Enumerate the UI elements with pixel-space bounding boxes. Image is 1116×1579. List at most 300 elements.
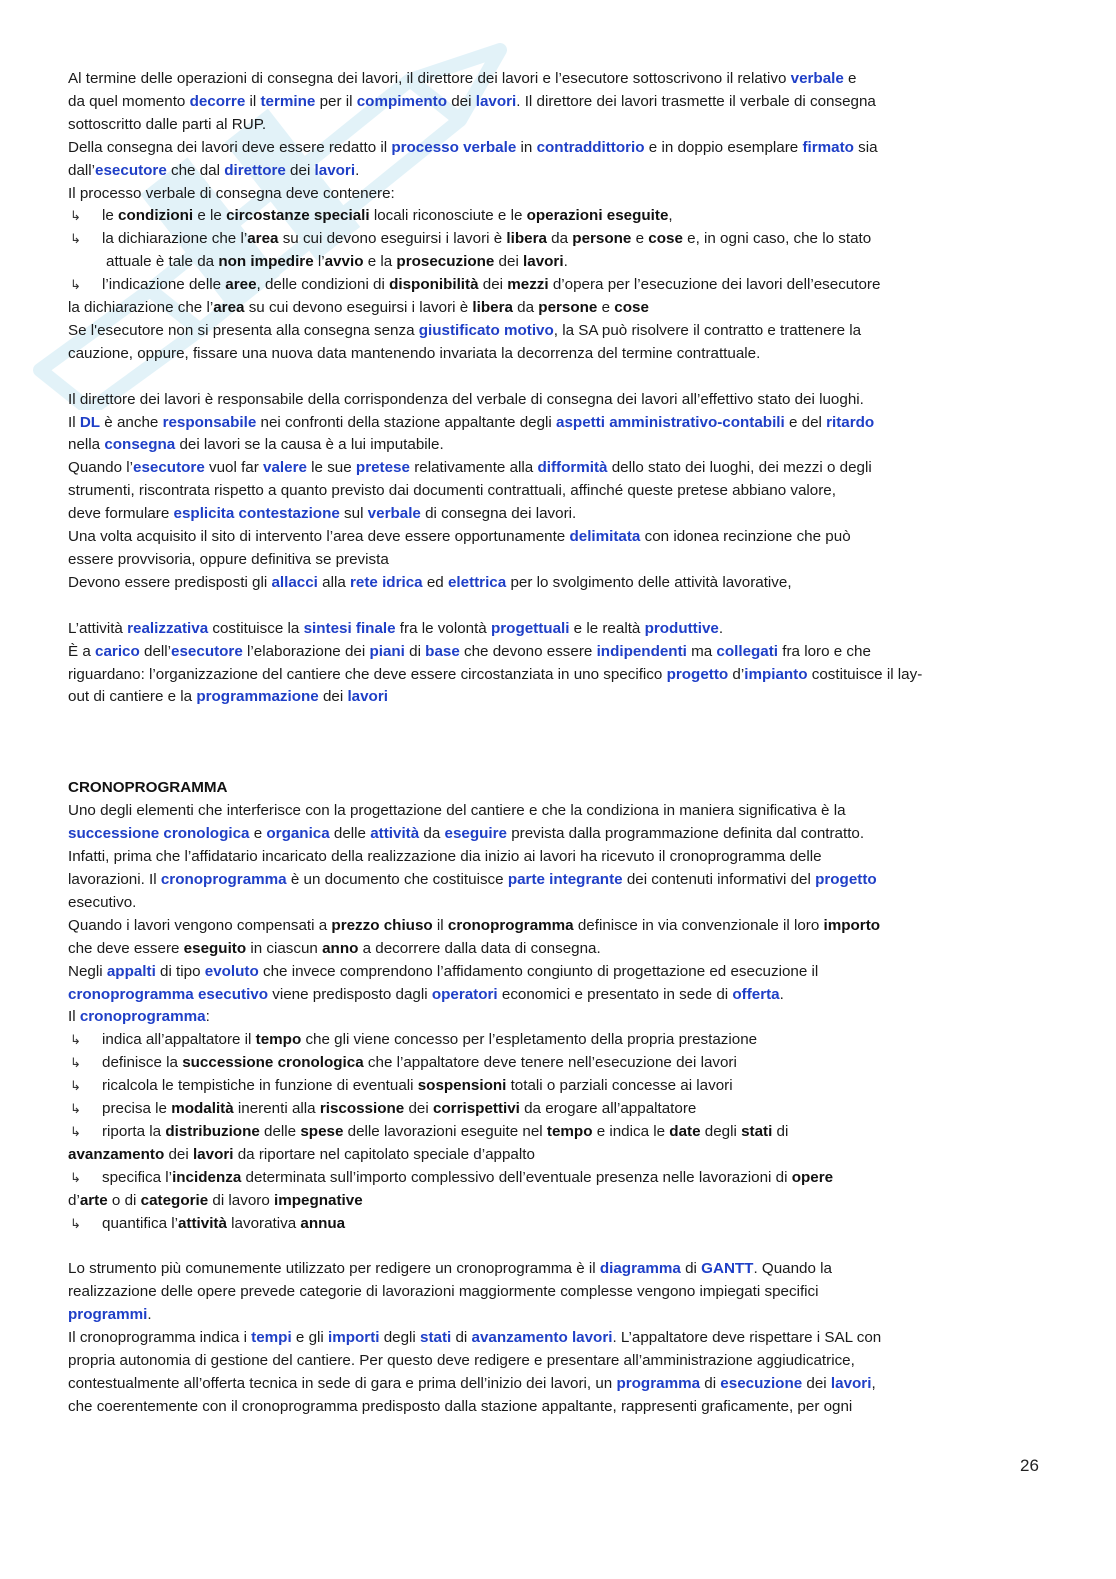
bold-term: categorie: [140, 1191, 209, 1209]
bold-term: arte: [79, 1191, 108, 1209]
keyword: piani: [369, 642, 405, 660]
keyword: realizzativa: [127, 619, 209, 637]
keyword: attività: [370, 825, 420, 843]
return-arrow-icon: ↳: [70, 1215, 81, 1231]
bold-term: CRONOPROGRAMMA: [68, 779, 228, 797]
text-line: [68, 1373, 1028, 1396]
text-run: essere provvisoria, oppure definitiva se prevista: [68, 551, 389, 569]
bold-term: lavori: [523, 253, 564, 271]
keyword: progetto: [666, 665, 729, 683]
text-run: le sue: [306, 459, 356, 477]
keyword: esecutore: [95, 161, 167, 179]
bold-term: cose: [648, 230, 683, 248]
keyword: rete idrica: [350, 573, 423, 591]
text-run: e in doppio esemplare: [644, 138, 803, 156]
text-run: dei: [285, 161, 315, 179]
text-run: d’: [728, 665, 745, 683]
keyword: carico: [95, 642, 140, 660]
text-run: . Quando la: [753, 1260, 832, 1278]
text-line: [68, 91, 1028, 114]
text-run: :: [205, 1008, 210, 1026]
keyword: evoluto: [204, 962, 259, 980]
keyword: aspetti amministrativo-contabili: [556, 413, 785, 431]
text-run: su cui devono eseguirsi i lavori è: [244, 299, 473, 317]
bullet-line: [68, 228, 1028, 251]
bold-term: libera: [506, 230, 547, 248]
text-run: dei: [318, 688, 348, 706]
keyword: pretese: [355, 459, 410, 477]
bullet-line: [68, 1075, 1028, 1098]
blank-line: [68, 1235, 1028, 1258]
keyword: allacci: [271, 573, 318, 591]
bold-term: annua: [300, 1214, 346, 1232]
keyword: progettuali: [490, 619, 570, 637]
bold-term: persone: [572, 230, 632, 248]
text-run: Il processo verbale di consegna deve contenere:: [68, 184, 395, 202]
text-run: cauzione, oppure, fissare una nuova data mantenendo invariata la decorrenza del termine contrattuale.: [68, 344, 761, 362]
text-run: delle lavorazioni eseguite nel: [343, 1122, 547, 1140]
return-arrow-icon: ↳: [70, 1101, 81, 1117]
text-run: che devono essere: [459, 642, 597, 660]
keyword: operatori: [431, 985, 498, 1003]
text-line: [68, 846, 1028, 869]
text-line: [68, 1190, 1028, 1213]
text-run: vuol far: [204, 459, 264, 477]
text-run: in ciascun: [246, 939, 323, 957]
keyword: esecuzione: [720, 1374, 803, 1392]
keyword: lavori: [347, 688, 388, 706]
text-run: Al termine delle operazioni di consegna dei lavori, il direttore dei lavori e l’esecutore sottoscrivono il relativo: [68, 70, 791, 87]
text-line: [68, 686, 1028, 709]
text-line: [68, 320, 1028, 343]
keyword: sintesi finale: [303, 619, 396, 637]
text-run: e: [249, 825, 267, 843]
keyword: offerta: [732, 985, 780, 1003]
text-run: specifica l’: [102, 1168, 173, 1186]
bold-term: anno: [322, 939, 359, 957]
text-run: l’elaborazione dei: [242, 642, 370, 660]
text-run: , delle condizioni di: [256, 276, 390, 294]
keyword: decorre: [189, 92, 246, 110]
text-run: indica all’appaltatore il: [102, 1031, 256, 1049]
keyword: progetto: [815, 870, 877, 888]
text-run: e gli: [291, 1329, 328, 1347]
keyword: eseguire: [444, 825, 507, 843]
bold-term: cronoprogramma: [447, 916, 574, 934]
text-line: [68, 457, 1028, 480]
return-arrow-icon: ↳: [70, 277, 81, 293]
bold-term: circostanze speciali: [226, 207, 370, 225]
text-run: di: [451, 1329, 472, 1347]
text-run: in: [516, 138, 537, 156]
text-line: [68, 434, 1028, 457]
keyword: contraddittorio: [536, 138, 645, 156]
text-run: la dichiarazione che l’: [68, 299, 214, 317]
keyword: giustificato motivo: [418, 321, 554, 339]
text-run: dello stato dei luoghi, dei mezzi o degli: [607, 459, 872, 477]
bold-term: area: [213, 299, 245, 317]
text-run: la dichiarazione che l’: [102, 230, 248, 248]
text-run: .: [563, 253, 568, 271]
text-line: [68, 618, 1028, 641]
text-run: il: [432, 916, 448, 934]
text-run: che gli viene concesso per l’espletamento della propria prestazione: [301, 1031, 758, 1049]
text-run: degli: [700, 1122, 742, 1140]
text-run: e: [597, 299, 615, 317]
text-line: [68, 777, 1028, 800]
bold-term: stati: [741, 1122, 773, 1140]
text-run: dei: [802, 1374, 831, 1392]
text-run: a decorrere dalla data di consegna.: [358, 939, 601, 957]
text-run: dei: [478, 276, 508, 294]
text-line: [68, 480, 1028, 503]
bold-term: date: [669, 1122, 701, 1140]
text-line: [68, 664, 1028, 687]
keyword: valere: [263, 459, 307, 477]
text-run: da: [419, 825, 445, 843]
bold-term: prezzo chiuso: [331, 916, 433, 934]
text-run: riguardano: l’organizzazione del cantiere che deve essere circostanziata in uno specifico: [68, 665, 667, 683]
text-run: Della consegna dei lavori deve essere redatto il: [68, 138, 392, 156]
bold-term: importo: [823, 916, 881, 934]
text-run: propria autonomia di gestione del cantiere. Per questo deve redigere e presentare all’amministrazione aggiudicatrice,: [68, 1351, 855, 1369]
bold-term: tempo: [546, 1122, 593, 1140]
keyword: verbale: [790, 70, 844, 87]
text-run: di: [700, 1374, 721, 1392]
text-run: sottoscritto dalle parti al RUP.: [68, 115, 267, 133]
bullet-line: [68, 1167, 1028, 1190]
bold-term: opere: [791, 1168, 834, 1186]
text-line: [68, 892, 1028, 915]
text-run: fra loro e che: [778, 642, 871, 660]
keyword: DL: [79, 413, 101, 431]
keyword: ritardo: [826, 413, 875, 431]
text-run: con idonea recinzione che può: [640, 528, 851, 546]
text-run: d’: [68, 1191, 80, 1209]
bold-term: mezzi: [507, 276, 549, 294]
text-line: [68, 114, 1028, 137]
keyword: cronoprogramma: [79, 1008, 206, 1026]
text-run: .: [718, 619, 724, 637]
keyword: programmazione: [196, 688, 319, 706]
text-run: e indica le: [592, 1122, 670, 1140]
keyword: indipendenti: [596, 642, 687, 660]
text-run: . Il direttore dei lavori trasmette il verbale di consegna: [516, 92, 876, 110]
text-run: che invece comprendono l’affidamento congiunto di progettazione ed esecuzione il: [258, 962, 819, 980]
blank-line: [68, 595, 1028, 618]
bold-term: avvio: [324, 253, 364, 271]
text-line: [68, 1144, 1028, 1167]
keyword: esecutore: [133, 459, 205, 477]
text-run: . L’appaltatore deve rispettare i SAL con: [612, 1329, 882, 1347]
keyword: difformità: [537, 459, 608, 477]
text-line: [68, 503, 1028, 526]
bold-term: prosecuzione: [396, 253, 495, 271]
text-run: Una volta acquisito il sito di intervento l’area deve essere opportunamente: [68, 528, 570, 546]
bold-term: cose: [614, 299, 649, 317]
text-run: di: [680, 1260, 702, 1278]
text-run: delle: [259, 1122, 301, 1140]
text-run: Uno degli elementi che interferisce con la progettazione del cantiere e che la condiziona in maniera significativa è la: [68, 802, 846, 820]
return-arrow-icon: ↳: [70, 1123, 81, 1139]
text-run: dei: [404, 1100, 433, 1118]
text-run: e le: [193, 207, 227, 225]
bold-term: operazioni eseguite: [526, 207, 669, 225]
text-line: [68, 251, 1028, 274]
text-run: lavorazioni. Il: [68, 870, 161, 888]
text-run: Infatti, prima che l’affidatario incaricato della realizzazione dia inizio ai lavori ha ricevuto il cronoprogramma delle: [68, 848, 822, 866]
text-run: dei: [164, 1145, 193, 1163]
text-run: dei: [494, 253, 524, 271]
keyword: processo verbale: [391, 138, 517, 156]
text-run: da erogare all’appaltatore: [519, 1100, 697, 1118]
text-run: e le realtà: [569, 619, 645, 637]
text-run: fra le volontà: [395, 619, 491, 637]
keyword: tempi: [251, 1329, 292, 1347]
text-run: ricalcola le tempistiche in funzione di eventuali: [102, 1077, 418, 1095]
keyword: avanzamento lavori: [471, 1329, 613, 1347]
text-run: dall’: [68, 161, 96, 179]
keyword: delimitata: [569, 528, 641, 546]
text-run: precisa le: [102, 1100, 172, 1118]
bold-term: spese: [300, 1122, 344, 1140]
text-line: [68, 1350, 1028, 1373]
bold-term: distribuzione: [165, 1122, 260, 1140]
text-run: che dal: [166, 161, 225, 179]
text-run: dei: [447, 92, 476, 110]
text-run: definisce la: [102, 1054, 183, 1072]
bold-term: persone: [538, 299, 598, 317]
text-line: [68, 938, 1028, 961]
text-run: di: [404, 642, 426, 660]
text-run: deve formulare: [68, 505, 174, 523]
text-line: [68, 984, 1028, 1007]
keyword: consegna: [104, 436, 176, 454]
keyword: esecutore: [171, 642, 243, 660]
keyword: verbale: [367, 505, 421, 523]
text-run: .: [147, 1306, 152, 1324]
text-run: di: [772, 1122, 789, 1140]
text-line: [68, 1281, 1028, 1304]
keyword: compimento: [356, 92, 448, 110]
text-run: sia: [853, 138, 878, 156]
text-run: attuale è tale da: [106, 253, 219, 271]
text-run: che deve essere: [68, 939, 184, 957]
text-run: e la: [363, 253, 397, 271]
text-run: di tipo: [155, 962, 205, 980]
keyword: lavori: [830, 1374, 872, 1392]
text-run: che l’appaltatore deve tenere nell’esecuzione dei lavori: [363, 1054, 737, 1072]
blank-line: [68, 366, 1028, 389]
bold-term: impegnative: [274, 1191, 363, 1209]
keyword: importi: [328, 1329, 380, 1347]
bullet-line: [68, 1029, 1028, 1052]
bold-term: non impedire: [218, 253, 314, 271]
text-run: È a: [68, 642, 96, 660]
text-run: è anche: [100, 413, 163, 431]
keyword: GANTT: [701, 1260, 754, 1278]
bold-term: sospensioni: [417, 1077, 507, 1095]
text-line: [68, 823, 1028, 846]
text-run: determinata sull’importo complessivo dell’eventuale presenza nelle lavorazioni di: [241, 1168, 792, 1186]
text-run: riporta la: [102, 1122, 166, 1140]
text-run: l’indicazione delle: [102, 276, 226, 294]
text-run: Lo strumento più comunemente utilizzato per redigere un cronoprogramma è il: [68, 1260, 600, 1278]
text-run: costituisce il lay-: [807, 665, 923, 683]
text-run: Il direttore dei lavori è responsabile della corrispondenza del verbale di consegna dei lavori all’effettivo stato dei luoghi.: [68, 390, 864, 408]
text-run: relativamente alla: [409, 459, 538, 477]
keyword: appalti: [106, 962, 156, 980]
text-run: o di: [107, 1191, 141, 1209]
bold-term: successione cronologica: [182, 1054, 364, 1072]
keyword: firmato: [802, 138, 854, 156]
text-line: [68, 800, 1028, 823]
keyword: successione cronologica: [68, 825, 250, 843]
text-run: per il: [315, 92, 357, 110]
bold-term: disponibilità: [389, 276, 479, 294]
return-arrow-icon: ↳: [70, 1055, 81, 1071]
text-run: ,: [871, 1374, 876, 1392]
text-run: alla: [317, 573, 350, 591]
text-run: e del: [784, 413, 827, 431]
bullet-line: [68, 205, 1028, 228]
bold-term: corrispettivi: [432, 1100, 520, 1118]
bullet-line: [68, 1213, 1028, 1236]
document-body: [68, 68, 1028, 1419]
text-run: .: [779, 985, 784, 1003]
text-line: [68, 183, 1028, 206]
bold-term: attività: [177, 1214, 227, 1232]
bold-term: riscossione: [319, 1100, 405, 1118]
keyword: produttive: [644, 619, 719, 637]
bullet-line: [68, 1098, 1028, 1121]
text-run: Quando l’: [68, 459, 134, 477]
text-line: [68, 1258, 1028, 1281]
keyword: programmi: [68, 1306, 148, 1324]
text-line: [68, 526, 1028, 549]
text-run: per lo svolgimento delle attività lavorative,: [506, 573, 792, 591]
keyword: cronoprogramma: [160, 870, 287, 888]
keyword: termine: [260, 92, 316, 110]
bold-term: lavori: [192, 1145, 234, 1163]
bold-term: modalità: [171, 1100, 234, 1118]
keyword: stati: [420, 1329, 452, 1347]
text-line: [68, 1396, 1028, 1419]
text-line: [68, 549, 1028, 572]
text-run: totali o parziali concesse ai lavori: [506, 1077, 733, 1095]
text-run: Quando i lavori vengono compensati a: [68, 916, 332, 934]
keyword: lavori: [314, 161, 356, 179]
text-run: quantifica l’: [102, 1214, 178, 1232]
text-run: Se l'esecutore non si presenta alla consegna senza: [68, 321, 419, 339]
text-run: da: [546, 230, 573, 248]
keyword: parte integrante: [507, 870, 623, 888]
keyword: lavori: [475, 92, 517, 110]
text-run: che coerentemente con il cronoprogramma predisposto dalla stazione appaltante, rappresenti graficamente, per ogni: [68, 1397, 853, 1415]
return-arrow-icon: ↳: [70, 1032, 81, 1048]
text-line: [68, 641, 1028, 664]
text-line: [68, 915, 1028, 938]
bold-term: libera: [472, 299, 513, 317]
text-run: , la SA può risolvere il contratto e trattenere la: [553, 321, 862, 339]
bold-term: incidenza: [172, 1168, 242, 1186]
text-run: .: [355, 161, 360, 179]
bold-term: tempo: [255, 1031, 302, 1049]
keyword: organica: [266, 825, 330, 843]
text-run: nella: [68, 436, 105, 454]
bullet-line: [68, 274, 1028, 297]
keyword: collegati: [716, 642, 779, 660]
text-line: [68, 961, 1028, 984]
text-run: L’attività: [68, 619, 128, 637]
text-run: il: [245, 92, 261, 110]
keyword: base: [425, 642, 460, 660]
text-line: [68, 297, 1028, 320]
text-run: l’: [313, 253, 325, 271]
keyword: programma: [616, 1374, 701, 1392]
text-run: definisce in via convenzionale il loro: [573, 916, 824, 934]
bold-term: area: [247, 230, 279, 248]
text-run: prevista dalla programmazione definita dal contratto.: [507, 825, 865, 843]
text-line: [68, 343, 1028, 366]
return-arrow-icon: ↳: [70, 1078, 81, 1094]
text-run: Il: [68, 413, 80, 431]
text-run: economici e presentato in sede di: [497, 985, 733, 1003]
keyword: responsabile: [162, 413, 257, 431]
text-run: Il: [68, 1008, 80, 1026]
bullet-line: [68, 1052, 1028, 1075]
text-run: su cui devono eseguirsi i lavori è: [278, 230, 507, 248]
keyword: esplicita contestazione: [173, 505, 340, 523]
text-line: [68, 869, 1028, 892]
text-run: e: [843, 70, 857, 87]
text-run: è un documento che costituisce: [286, 870, 508, 888]
text-run: costituisce la: [208, 619, 304, 637]
text-run: d’opera per l’esecuzione dei lavori dell’esecutore: [548, 276, 881, 294]
text-run: da: [512, 299, 539, 317]
text-run: e, in ogni caso, che lo stato: [682, 230, 872, 248]
text-run: Negli: [68, 962, 107, 980]
keyword: elettrica: [447, 573, 507, 591]
text-run: da quel momento: [68, 92, 190, 110]
text-line: [68, 389, 1028, 412]
bold-term: condizioni: [118, 207, 194, 225]
keyword: cronoprogramma esecutivo: [68, 985, 269, 1003]
text-line: [68, 1006, 1028, 1029]
text-run: nei confronti della stazione appaltante degli: [256, 413, 557, 431]
text-run: Devono essere predisposti gli: [68, 573, 272, 591]
return-arrow-icon: ↳: [70, 231, 81, 247]
text-line: [68, 412, 1028, 435]
text-run: locali riconosciute e le: [369, 207, 527, 225]
text-line: [68, 160, 1028, 183]
text-run: delle: [329, 825, 371, 843]
text-run: esecutivo.: [68, 893, 137, 911]
text-run: strumenti, riscontrata rispetto a quanto previsto dai documenti contrattuali, affinché queste pretese abbiano valore,: [68, 482, 836, 500]
text-run: ma: [686, 642, 717, 660]
bold-term: avanzamento: [68, 1145, 165, 1163]
text-run: contestualmente all’offerta tecnica in sede di gara e prima dell’inizio dei lavori, un: [68, 1374, 617, 1392]
text-run: inerenti alla: [233, 1100, 320, 1118]
text-run: sul: [339, 505, 368, 523]
text-run: di consegna dei lavori.: [420, 505, 577, 523]
bullet-line: [68, 1121, 1028, 1144]
bold-term: eseguito: [183, 939, 247, 957]
text-run: realizzazione delle opere prevede categorie di lavorazioni maggiormente complesse vengono impiegati specifici: [68, 1283, 819, 1301]
keyword: diagramma: [599, 1260, 681, 1278]
return-arrow-icon: ↳: [70, 208, 81, 224]
section-gap: [68, 709, 1028, 777]
